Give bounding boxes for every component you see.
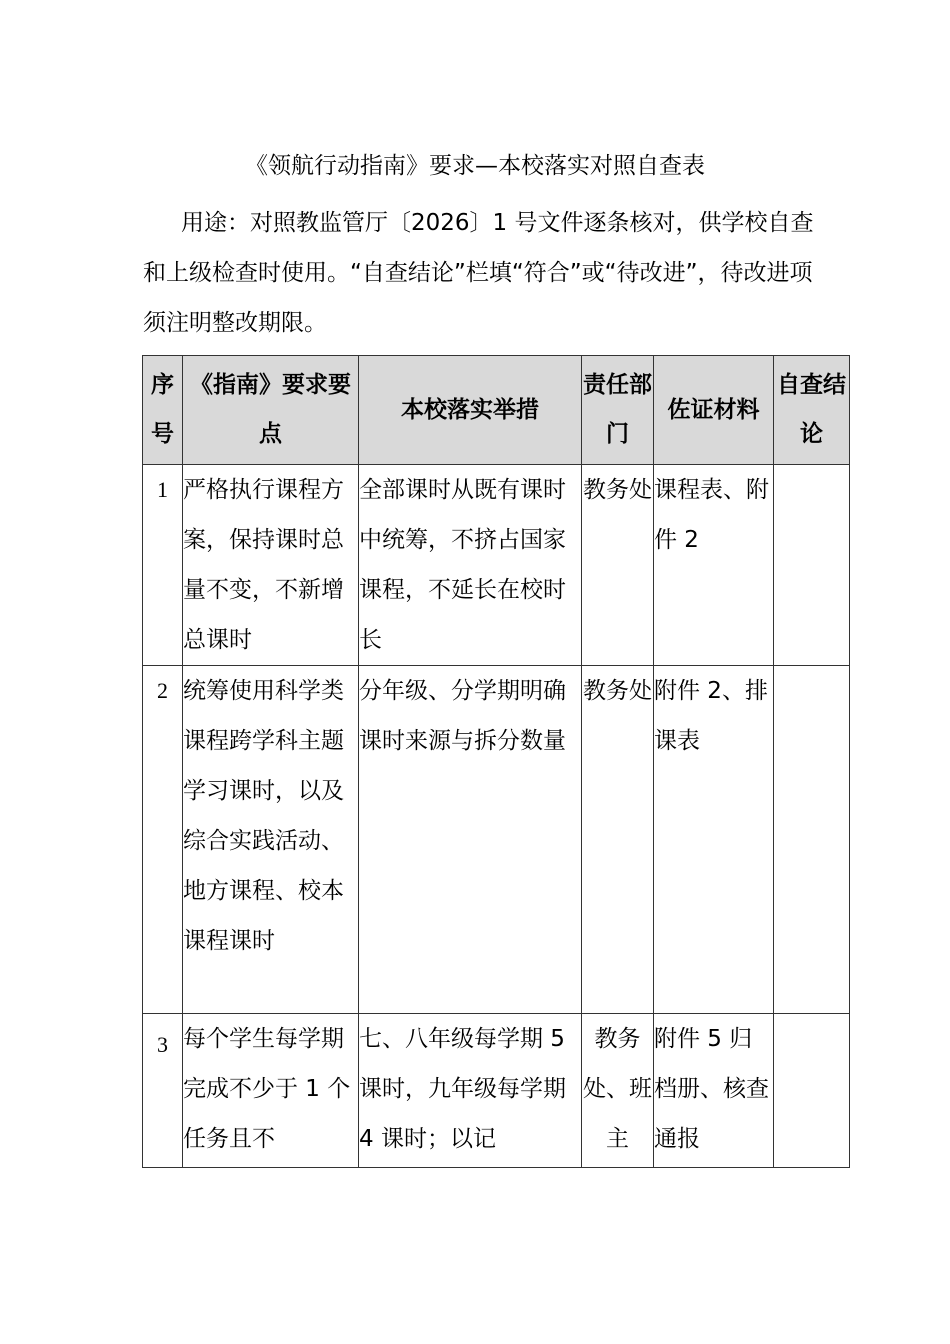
row-evidence: 附件 2、排课表 [654,666,774,1014]
row-seq: 3 [143,1014,183,1168]
table-row [143,1014,850,1168]
row-point: 严格执行课程方案，保持课时总量不变，不新增总课时 [183,465,359,666]
row-measure: 全部课时从既有课时中统筹，不挤占国家课程，不延长在校时长 [359,465,582,666]
header-seq: 序号 [143,356,183,465]
row-conclusion[interactable] [774,465,850,666]
row-conclusion[interactable] [774,666,850,1014]
table-row [143,465,850,666]
row-point: 每个学生每学期完成不少于 1 个任务且不 [183,1014,359,1168]
row-seq: 1 [143,465,183,666]
row-dept: 教务处 [582,666,654,1014]
row-dept: 教务处、班主 [582,1014,654,1168]
intro-paragraph [143,198,823,348]
row-measure: 七、八年级每学期 5 课时，九年级每学期 4 课时；以记 [359,1014,582,1168]
document-title: 《领航行动指南》要求—本校落实对照自查表 [245,153,705,179]
row-evidence: 附件 5 归档册、核查通报 [654,1014,774,1168]
intro-text: 用途：对照教监管厅〔2026〕1 号文件逐条核对，供学校自查和上级检查时使用。“自查结论”栏填“符合”或“待改进”，待改进项须注明整改期限。 [143,210,814,336]
row-seq: 2 [143,666,183,1014]
row-conclusion[interactable] [774,1014,850,1168]
header-conclusion: 自查结论 [774,356,850,465]
table-header-row [143,356,850,465]
header-point: 《指南》要求要点 [183,356,359,465]
self-check-table [142,355,850,1168]
row-point: 统筹使用科学类课程跨学科主题学习课时，以及综合实践活动、地方课程、校本课程课时 [183,666,359,1014]
header-evidence: 佐证材料 [654,356,774,465]
row-measure: 分年级、分学期明确课时来源与拆分数量 [359,666,582,1014]
header-dept: 责任部门 [582,356,654,465]
header-measure: 本校落实举措 [359,356,582,465]
table-row [143,666,850,1014]
row-dept: 教务处 [582,465,654,666]
row-evidence: 课程表、附件 2 [654,465,774,666]
